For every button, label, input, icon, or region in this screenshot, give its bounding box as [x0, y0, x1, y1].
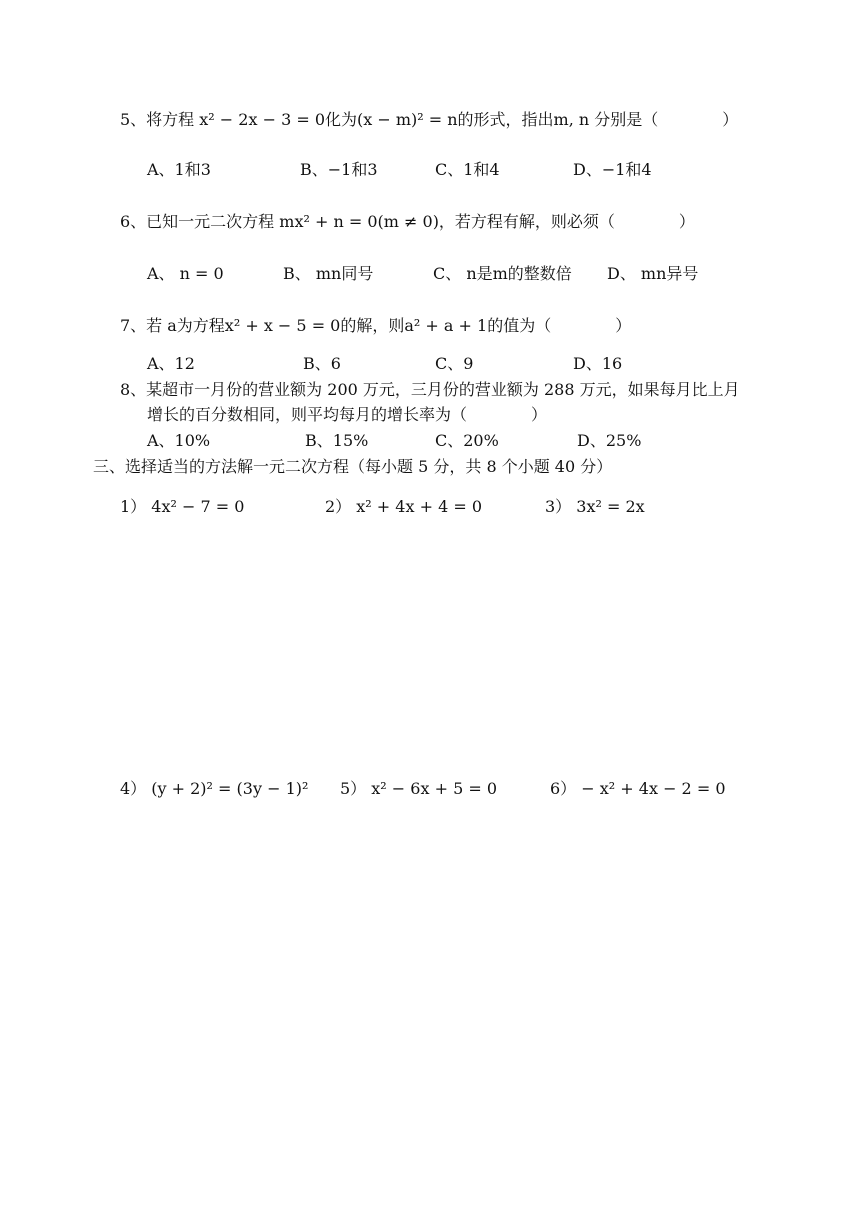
question-5-option-a: A、1和3	[147, 160, 211, 179]
question-5-option-b: B、−1和3	[300, 160, 378, 179]
question-5-text: 5、将方程 x² − 2x − 3 = 0化为(x − m)² = n的形式，指出m, n 分别是（ ）	[120, 110, 739, 129]
question-8-option-b: B、15%	[305, 431, 369, 450]
problem-1: 1） 4x² − 7 = 0	[120, 497, 245, 516]
question-6-text: 6、已知一元二次方程 mx² + n = 0(m ≠ 0)，若方程有解，则必须（ ）	[120, 212, 695, 231]
question-8-option-c: C、20%	[435, 431, 499, 450]
question-6-option-c: C、 n是m的整数倍	[433, 264, 572, 283]
question-5-option-d: D、−1和4	[573, 160, 652, 179]
problem-4: 4） (y + 2)² = (3y − 1)²	[120, 779, 309, 798]
question-8-option-d: D、25%	[577, 431, 642, 450]
question-6-option-a: A、 n = 0	[147, 264, 224, 283]
question-7-option-c: C、9	[435, 354, 474, 373]
problem-3: 3） 3x² = 2x	[545, 497, 645, 516]
question-7-option-a: A、12	[147, 354, 195, 373]
question-8-option-a: A、10%	[147, 431, 211, 450]
question-7-option-b: B、6	[303, 354, 341, 373]
question-8-text-line2: 增长的百分数相同，则平均每月的增长率为（ ）	[147, 405, 548, 424]
question-6-option-d: D、 mn异号	[607, 264, 699, 283]
problem-5: 5） x² − 6x + 5 = 0	[340, 779, 498, 798]
problem-6: 6） − x² + 4x − 2 = 0	[550, 779, 726, 798]
question-8-text-line1: 8、某超市一月份的营业额为 200 万元，三月份的营业额为 288 万元，如果每月比上月	[120, 380, 740, 399]
question-7-text: 7、若 a为方程x² + x − 5 = 0的解，则a² + a + 1的值为（ ）	[120, 316, 632, 335]
question-5-option-c: C、1和4	[435, 160, 500, 179]
problem-2: 2） x² + 4x + 4 = 0	[325, 497, 483, 516]
section-3-heading: 三、选择适当的方法解一元二次方程（每小题 5 分，共 8 个小题 40 分）	[93, 457, 613, 476]
question-7-option-d: D、16	[573, 354, 623, 373]
question-6-option-b: B、 mn同号	[283, 264, 374, 283]
